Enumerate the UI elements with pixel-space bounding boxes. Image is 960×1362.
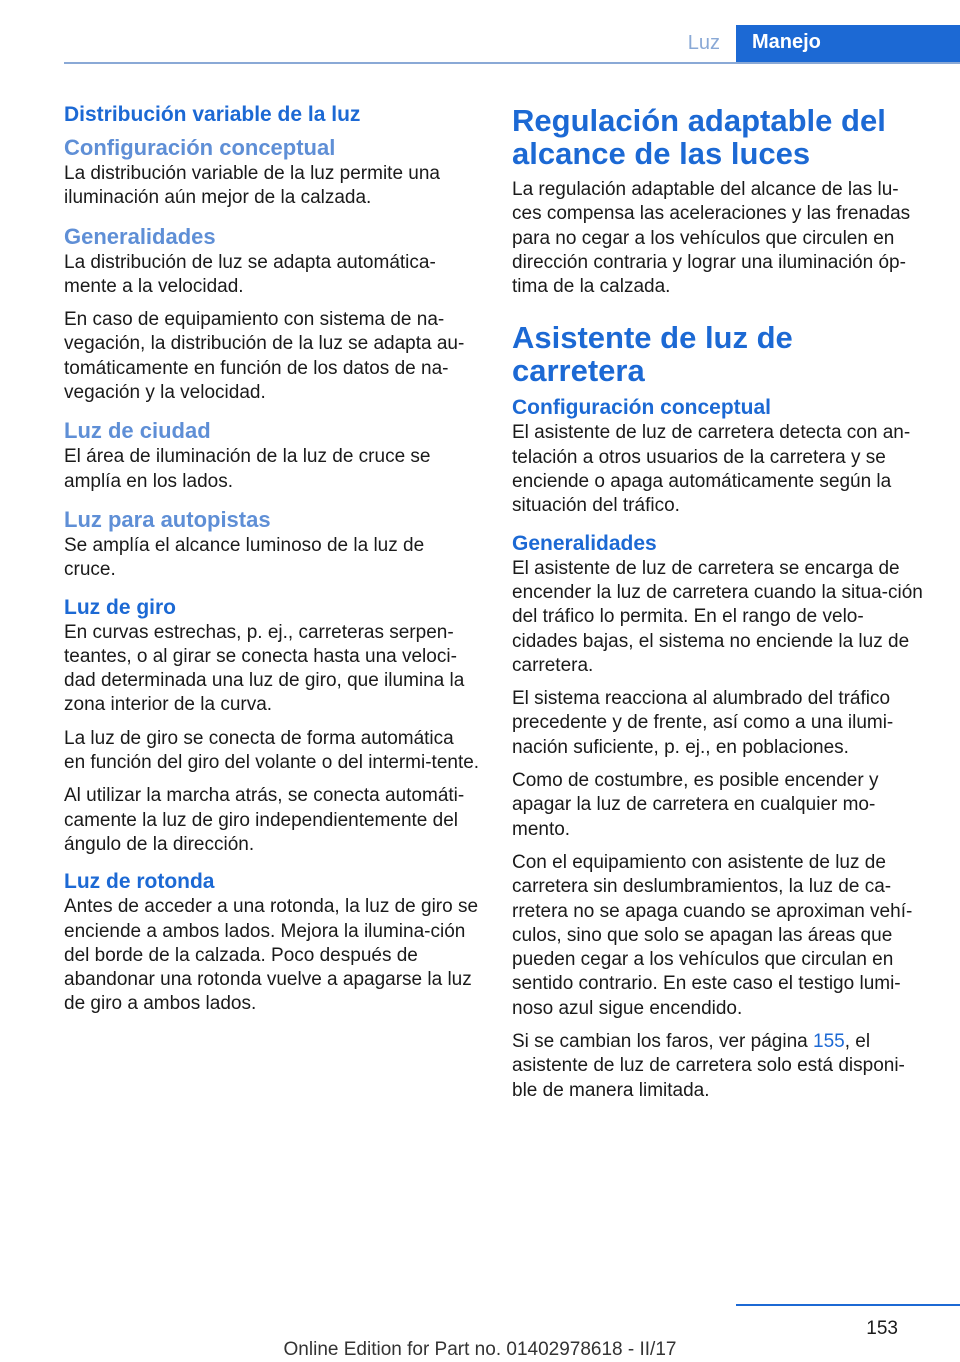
city-paragraph: El área de iluminación de la luz de cruce se amplía en los lados.	[64, 446, 431, 492]
assist-general-paragraph-2: El sistema reacciona al alumbrado del tráfico precedente y de frente, así como a una ilumi-nación suficiente, p. ej., en poblaciones.	[512, 688, 894, 758]
turn-paragraph-2: La luz de giro se conecta de forma automática en función del giro del volante o del intermi-tente.	[64, 727, 480, 774]
assist-general-paragraph-3: Como de costumbre, es posible encender y apagar la luz de carretera en cualquier mo-mento.	[512, 770, 879, 840]
left-column	[64, 102, 480, 1026]
header-chapter-tab: Manejo	[736, 25, 960, 62]
page-ref-suffix: , el asistente de luz de carretera solo está disponi-ble de manera limitada.	[512, 1031, 905, 1101]
concept-paragraph: La distribución variable de la luz permite una iluminación aún mejor de la calzada.	[64, 163, 440, 209]
roundabout-paragraph: Antes de acceder a una rotonda, la luz de giro se enciende a ambos lados. Mejora la ilumina-ción del borde de la calzada. Poco después de abandonar una rotonda vuelve a apagarse la luz de giro a ambos lados.	[64, 896, 479, 1015]
page-number: 153	[866, 1318, 898, 1339]
concept-heading: Configuración conceptual	[64, 135, 336, 160]
general-paragraph-1: La distribución de luz se adapta automática-mente a la velocidad.	[64, 251, 436, 297]
turn-paragraph-3: Al utilizar la marcha atrás, se conecta automáti-camente la luz de giro independientemente del ángulo de la dirección.	[64, 785, 465, 855]
general-paragraph-2: En caso de equipamiento con sistema de na-vegación, la distribución de la luz se adapta au-tomáticamente en función de los datos de na-vegación y la velocidad.	[64, 309, 465, 404]
range-title: Regulación adaptable del alcance de las luces	[512, 103, 886, 171]
footer-text: Online Edition for Part no. 01402978618 - II/17	[283, 1339, 677, 1360]
header-rule	[64, 62, 960, 64]
motorway-heading: Luz para autopistas	[64, 506, 271, 532]
assist-general-paragraph-1: El asistente de luz de carretera se encarga de encender la luz de carretera cuando la situa-ción del tráfico lo permita. En el rango de velo-cidades bajas, el sistema no enciende la luz de carretera.	[512, 557, 923, 676]
assist-concept-paragraph: El asistente de luz de carretera detecta con an-telación a otros usuarios de la carretera y se enciende o apaga automáticamente según la situación del tráfico.	[512, 422, 911, 517]
assist-general-paragraph-5	[512, 1030, 928, 1103]
footer-rule	[736, 1304, 960, 1306]
page-ref-link[interactable]: 155	[813, 1031, 845, 1053]
motorway-paragraph: Se amplía el alcance luminoso de la luz de cruce.	[64, 534, 425, 581]
page-ref-prefix: Si se cambian los faros, ver página	[512, 1031, 813, 1053]
general-heading: Generalidades	[64, 223, 216, 249]
right-column	[512, 104, 928, 1112]
assist-concept-heading: Configuración conceptual	[512, 396, 772, 420]
turn-heading: Luz de giro	[64, 595, 176, 619]
turn-paragraph-1: En curvas estrechas, p. ej., carreteras serpen-teantes, o al girar se conecta hasta una veloci-dad determinada una luz de giro, que ilumina la zona interior de la curva.	[64, 621, 465, 716]
roundabout-heading: Luz de rotonda	[64, 870, 215, 894]
header-section-label: Luz	[687, 32, 720, 54]
assist-general-paragraph-4: Con el equipamiento con asistente de luz de carretera sin deslumbramientos, la luz de ca-rretera no se apaga cuando se aproximan vehí-culos, sino que solo se apagan las áreas que pueden cegar a los vehículos que circulan en sentido contrario. En este caso el testigo lumi-noso azul sigue encendido.	[512, 851, 913, 1019]
range-paragraph: La regulación adaptable del alcance de las lu-ces compensa las aceleraciones y las frenadas para no cegar a los vehículos que circulen en dirección contraria y lograr una iluminación óp-tima de la calzada.	[512, 179, 911, 298]
left-title: Distribución variable de la luz	[64, 103, 361, 126]
assist-title: Asistente de luz de carretera	[512, 320, 793, 389]
assist-general-heading: Generalidades	[512, 531, 657, 555]
city-heading: Luz de ciudad	[64, 418, 211, 444]
